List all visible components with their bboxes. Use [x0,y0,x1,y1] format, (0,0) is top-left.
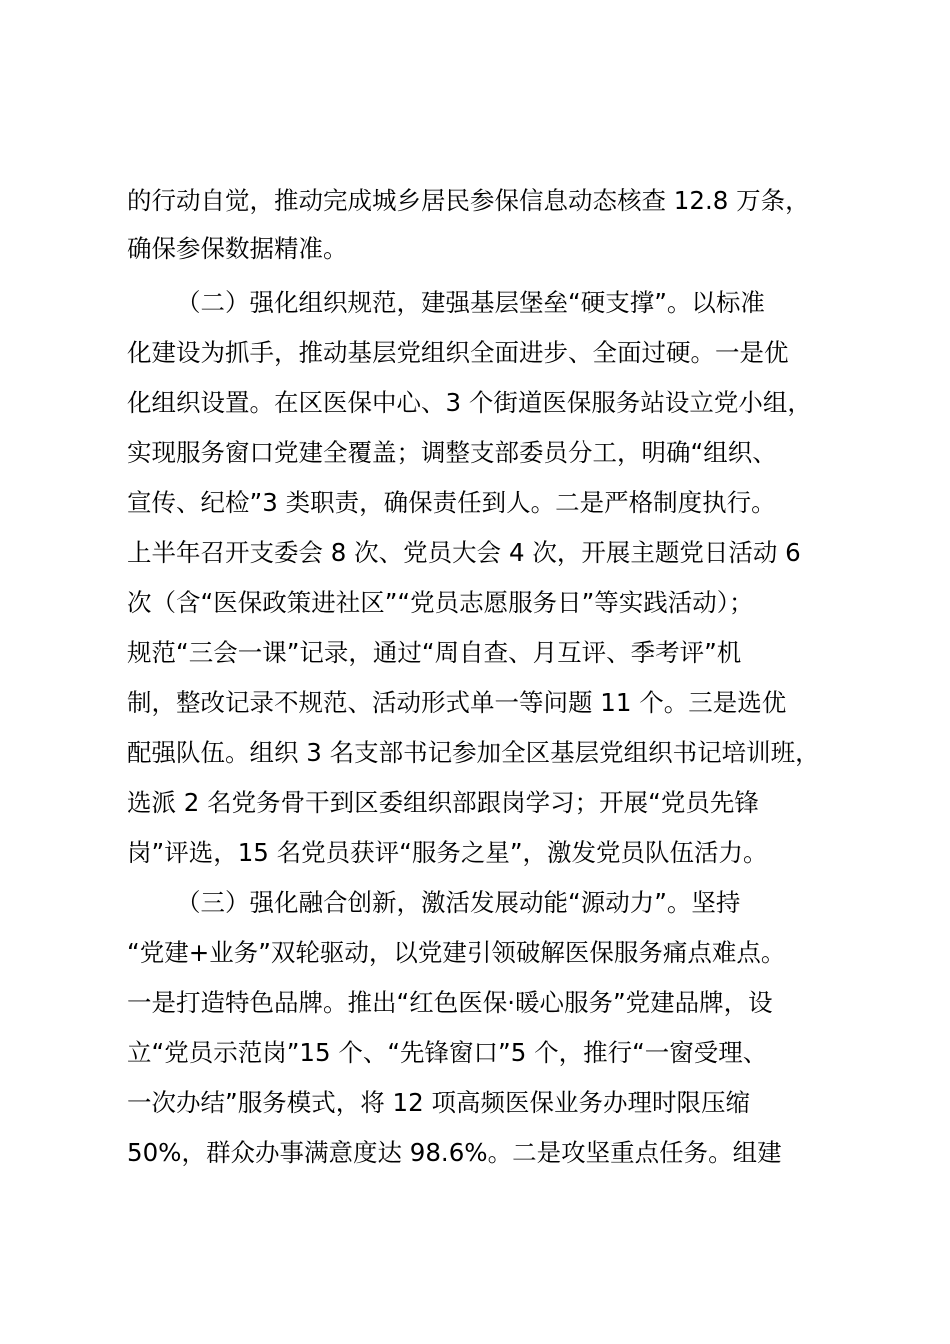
text-line: 的行动自觉，推动完成城乡居民参保信息动态核查 12.8 万条， [127,186,810,215]
text-line: 确保参保数据精准。 [127,234,348,263]
text-line: 岗”评选，15 名党员获评“服务之星”，激发党员队伍活力。 [127,838,768,867]
section-heading-line: （二）强化组织规范，建强基层堡垒“硬支撑”。以标准 [176,288,765,317]
text-line: 化组织设置。在区医保中心、3 个街道医保服务站设立党小组， [127,388,812,417]
text-line: 制，整改记录不规范、活动形式单一等问题 11 个。三是选优 [127,688,787,717]
text-line: 一次办结”服务模式，将 12 项高频医保业务办理时限压缩 [127,1088,750,1117]
text-line: 50%，群众办事满意度达 98.6%。二是攻坚重点任务。组建 [127,1138,782,1167]
text-line: 化建设为抓手，推动基层党组织全面进步、全面过硬。一是优 [127,338,789,367]
section-heading-line: （三）强化融合创新，激活发展动能“源动力”。坚持 [176,888,741,917]
text-line: 选派 2 名党务骨干到区委组织部跟岗学习；开展“党员先锋 [127,788,759,817]
text-line: 宣传、纪检”3 类职责，确保责任到人。二是严格制度执行。 [127,488,776,517]
text-line: 上半年召开支委会 8 次、党员大会 4 次，开展主题党日活动 6 [127,538,801,567]
text-line: 规范“三会一课”记录，通过“周自查、月互评、季考评”机 [127,638,742,667]
text-line: “党建+业务”双轮驱动，以党建引领破解医保服务痛点难点。 [127,938,786,967]
text-line: 一是打造特色品牌。推出“红色医保·暖心服务”党建品牌，设 [127,988,773,1017]
text-line: 次（含“医保政策进社区”“党员志愿服务日”等实践活动）； [127,588,754,617]
text-line: 实现服务窗口党建全覆盖；调整支部委员分工，明确“组织、 [127,438,777,467]
text-line: 配强队伍。组织 3 名支部书记参加全区基层党组织书记培训班， [127,738,820,767]
text-line: 立“党员示范岗”15 个、“先锋窗口”5 个，推行“一窗受理、 [127,1038,768,1067]
